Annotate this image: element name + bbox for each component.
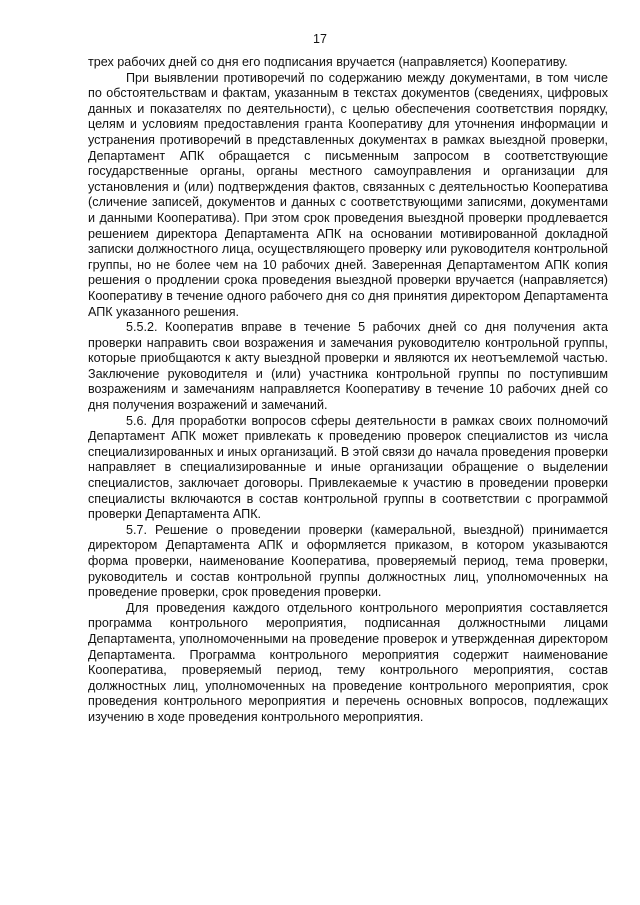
paragraph-contradictions: При выявлении противоречий по содержанию между документами, в том числе по обстоятельствам и фактам, указанным в текстах документов (сведениях, цифровых данных и показателях по деятельности), с целью обеспечения соответствия порядку, целям и условиям предоставления гранта Кооперативу для уточнения информации и устранения противоречий в представленных документах в рамках выездной проверки, Департамент АПК обращается с письменным запросом в соответствующие государственные органы, органы местного самоуправления и организации для установления и (или) подтверждения фактов, связанных с деятельностью Кооператива (сличение записей, документов и данных с соответствующими записями, документами и данными Кооператива). При этом срок проведения выездной проверки продлевается решением директора Департамента АПК на основании мотивированной докладной записки должностного лица, осуществляющего проверку или руководителя контрольной группы, но не более чем на 10 рабочих дней. Заверенная Департаментом АПК копия решения о продлении срока проведения выездной проверки вручается (направляется) Кооперативу в течение одного рабочего дня со дня принятия директором Департамента АПК указанного решения. bbox=[88, 70, 608, 319]
paragraph-5-6: 5.6. Для проработки вопросов сферы деятельности в рамках своих полномочий Департамент АПК может привлекать к проведению проверок специалистов из числа специализированных и иных организаций. В этой связи до начала проведения проверки направляет в специализированные и иные организации обращение о выделении специалистов, заключает договоры. Привлекаемые к участию в проведении проверки специалисты включаются в состав контрольной группы в соответствии с программой проверки Департамента АПК. bbox=[88, 413, 608, 522]
page-number: 17 bbox=[313, 32, 327, 46]
paragraph-5-5-2: 5.5.2. Кооператив вправе в течение 5 рабочих дней со дня получения акта проверки направить свои возражения и замечания руководителю контрольной группы, которые приобщаются к акту выездной проверки и являются их неотъемлемой частью. Заключение руководителя и (или) участника контрольной группы по поступившим возражениям и замечаниям направляется Кооперативу в течение 10 рабочих дней со дня получения возражений и замечаний. bbox=[88, 320, 608, 413]
paragraph-5-7: 5.7. Решение о проведении проверки (камеральной, выездной) принимается директором Департамента АПК и оформляется приказом, в котором указываются форма проверки, наименование Кооператива, проверяемый период, тема проверки, руководитель и состав контрольной группы должностных лиц, уполномоченных на проведение проверки, срок проведения проверки. bbox=[88, 522, 608, 600]
paragraph-program: Для проведения каждого отдельного контрольного мероприятия составляется программа контрольного мероприятия, подписанная должностными лицами Департамента, уполномоченными на проведение проверок и утвержденная директором Департамента. Программа контрольного мероприятия содержит наименование Кооператива, проверяемый период, тему контрольного мероприятия, состав должностных лиц, уполномоченных на проведение контрольного мероприятия, срок проведения контрольного мероприятия и перечень основных вопросов, подлежащих изучению в ходе проведения контрольного мероприятия. bbox=[88, 600, 608, 724]
paragraph-continuation: трех рабочих дней со дня его подписания вручается (направляется) Кооперативу. bbox=[88, 55, 568, 69]
document-body bbox=[88, 55, 608, 726]
